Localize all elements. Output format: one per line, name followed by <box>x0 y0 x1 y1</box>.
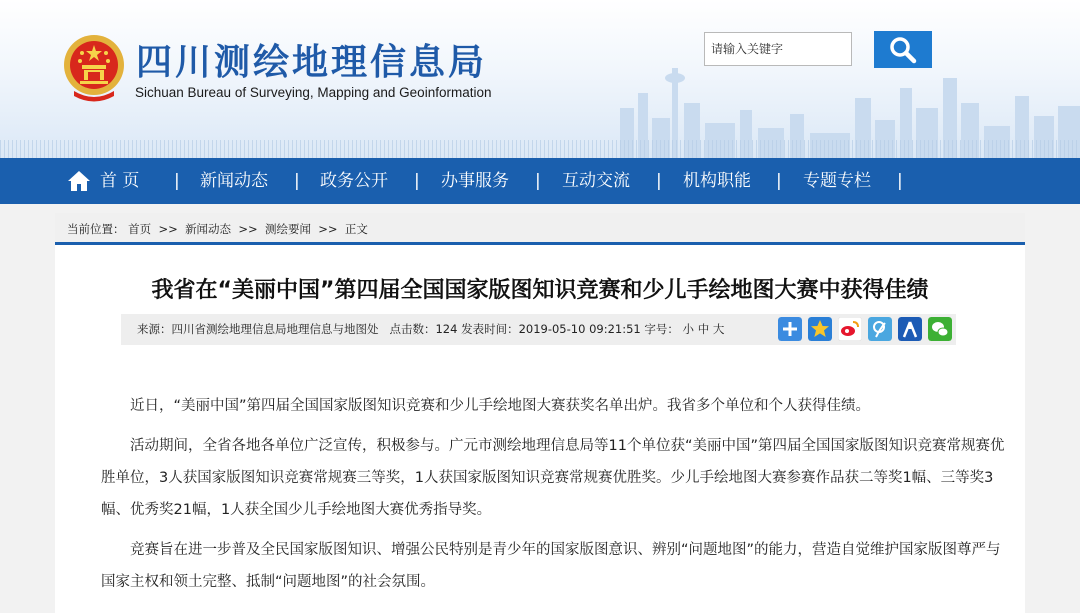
nav-home[interactable]: 首 页 <box>100 171 140 191</box>
font-size-small[interactable]: 小 <box>682 322 695 336</box>
meta-clicks: 124 <box>435 322 458 336</box>
nav-separator: | <box>656 171 662 191</box>
meta-clicks-label: 点击数： <box>389 322 436 336</box>
font-size-medium[interactable]: 中 <box>697 322 710 336</box>
article-body <box>101 390 1011 598</box>
national-emblem-logo <box>62 33 126 103</box>
site-title: 四川测绘地理信息局 <box>136 42 488 83</box>
renren-icon[interactable] <box>898 317 922 341</box>
nav-separator: | <box>897 171 903 191</box>
paragraph: 活动期间，全省各地各单位广泛宣传，积极参与。广元市测绘地理信息局等11个单位获“美丽中国”第四届全国国家版图知识竞赛常规赛优胜单位，3人获国家版图知识竞赛常规赛三等奖，1人获国家版图知识竞赛常规赛优胜奖。少儿手绘地图大赛参赛作品获二等奖1幅、三等奖3幅、优秀奖21幅，1人获全国少儿手绘地图大赛优秀指导奖。 <box>101 438 1005 518</box>
site-subtitle-en: Sichuan Bureau of Surveying, Mapping and Geoinformation <box>135 85 492 100</box>
paragraph: 竞赛旨在进一步普及全民国家版图知识、增强公民特别是青少年的国家版图意识、辨别“问题地图”的能力，营造自觉维护国家版图尊严与国家主权和领土完整、抵制“问题地图”的社会氛围。 <box>101 542 1001 590</box>
nav-interaction[interactable]: 互动交流 <box>562 171 630 191</box>
nav-special-topics[interactable]: 专题专栏 <box>803 171 871 191</box>
meta-font-label: 字号： <box>644 322 679 336</box>
article-title: 我省在“美丽中国”第四届全国国家版图知识竞赛和少儿手绘地图大赛中获得佳绩 <box>151 278 929 303</box>
paragraph: 近日，“美丽中国”第四届全国国家版图知识竞赛和少儿手绘地图大赛获奖名单出炉。我省多个单位和个人获得佳绩。 <box>130 398 871 414</box>
nav-separator: | <box>535 171 541 191</box>
breadcrumb-current: 正文 <box>344 222 368 236</box>
tencent-weibo-icon[interactable] <box>868 317 892 341</box>
wechat-icon[interactable] <box>928 317 952 341</box>
search-icon <box>874 31 932 68</box>
nav-news[interactable]: 新闻动态 <box>200 171 268 191</box>
font-size-large[interactable]: 大 <box>712 322 725 336</box>
nav-separator: | <box>294 171 300 191</box>
breadcrumb-sep: >> <box>318 222 338 236</box>
search-input[interactable]: 请输入关键字 <box>704 32 852 66</box>
nav-separator: | <box>414 171 420 191</box>
meta-publish-time: 2019-05-10 09:21:51 <box>518 322 641 336</box>
nav-separator: | <box>776 171 782 191</box>
nav-services[interactable]: 办事服务 <box>441 171 509 191</box>
nav-separator: | <box>174 171 180 191</box>
site-header <box>0 0 1080 158</box>
article-container <box>55 213 1025 613</box>
nav-gov-affairs[interactable]: 政务公开 <box>320 171 388 191</box>
meta-publish-label: 发表时间： <box>461 322 519 336</box>
breadcrumb <box>55 213 1025 245</box>
nav-organization[interactable]: 机构职能 <box>683 171 751 191</box>
breadcrumb-survey-news[interactable]: 测绘要闻 <box>264 222 311 236</box>
breadcrumb-news[interactable]: 新闻动态 <box>185 222 232 236</box>
header-pattern-band <box>0 140 1080 158</box>
main-nav <box>0 158 1080 204</box>
plus-share-icon[interactable] <box>778 317 802 341</box>
weibo-share-icon[interactable] <box>838 317 862 341</box>
breadcrumb-home[interactable]: 首页 <box>128 222 152 236</box>
search-button[interactable] <box>874 31 932 68</box>
breadcrumb-sep: >> <box>158 222 178 236</box>
meta-source: 来源：四川省测绘地理信息局地理信息与地图处 <box>137 322 379 336</box>
breadcrumb-prefix: 当前位置： <box>67 222 125 236</box>
home-icon <box>66 168 92 194</box>
breadcrumb-sep: >> <box>238 222 258 236</box>
star-share-icon[interactable] <box>808 317 832 341</box>
